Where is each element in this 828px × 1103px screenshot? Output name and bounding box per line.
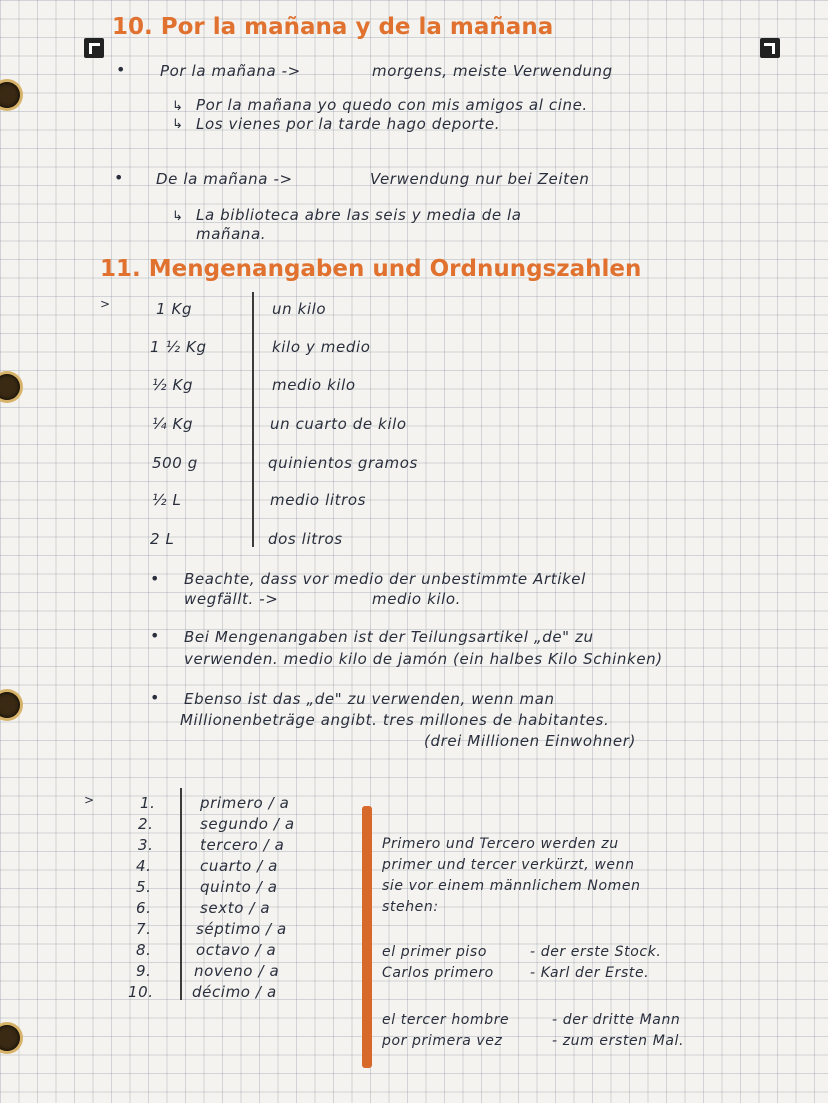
side-note-line: Primero und Tercero werden zu [382,836,619,852]
ordinal-number: 10. [128,983,154,1001]
ordinal-number: 1. [140,794,156,812]
note-2: Bei Mengenangaben ist der Teilungsartikel „de" zu [184,628,594,646]
ordinal-number: 6. [136,899,152,917]
qty-left: ¼ Kg [152,415,194,433]
arrow-icon: ↳ [172,99,183,114]
qty-left: 1 ½ Kg [150,338,207,356]
side-note-line: stehen: [382,899,439,915]
qty-left: ½ L [152,491,182,509]
punch-hole [0,1025,20,1051]
corner-mark-icon [760,38,780,58]
ordinal-word: octavo / a [196,941,277,959]
punch-hole [0,82,20,108]
side-example-es: el tercer hombre [382,1012,510,1028]
ordinal-number: 5. [136,878,152,896]
qty-right: dos litros [268,530,343,548]
bullet: • [150,569,160,588]
ordinal-number: 4. [136,857,152,875]
ordinal-divider [180,788,182,1000]
ordinal-number: 8. [136,941,152,959]
note-1: Beachte, dass vor medio der unbestimmte Artikel [184,570,586,588]
qty-left: ½ Kg [152,376,194,394]
side-example-de: - Karl der Erste. [530,965,650,981]
punch-hole [0,374,20,400]
bullet: • [150,688,160,707]
side-note-line: sie vor einem männlichem Nomen [382,878,641,894]
note-3-translation: (drei Millionen Einwohner) [424,732,636,750]
side-example-es: el primer piso [382,944,487,960]
section-10-title: 10. Por la mañana y de la mañana [112,14,554,40]
qty-right: quinientos gramos [268,454,418,472]
qty-left: 2 L [150,530,175,548]
ordinal-word: séptimo / a [196,920,287,938]
section-11-title: 11. Mengenangaben und Ordnungszahlen [100,256,642,282]
note-1-cont: wegfällt. -> [184,590,279,608]
ordinal-number: 9. [136,962,152,980]
table-divider [252,292,254,547]
example-2: Los vienes por la tarde hago deporte. [196,115,501,133]
bullet: • [150,626,160,645]
example-3-cont: mañana. [196,225,267,243]
bullet: • [116,60,126,79]
ordinal-word: noveno / a [194,962,280,980]
example-3: La biblioteca abre las seis y media de la [196,206,522,224]
qty-right: un cuarto de kilo [270,415,407,433]
qty-left: 1 Kg [156,300,193,318]
side-note-line: primer und tercer verkürzt, wenn [382,857,635,873]
ordinal-word: segundo / a [200,815,295,833]
ordinal-number: 7. [136,920,152,938]
bullet: • [114,168,124,187]
qty-right: medio kilo [272,376,356,394]
example-1: Por la mañana yo quedo con mis amigos al cine. [196,96,588,114]
note-3-cont: Millionenbeträge angibt. tres millones de habitantes. [180,711,610,729]
ordinal-word: sexto / a [200,899,271,917]
side-example-de: - der erste Stock. [530,944,662,960]
ordinal-word: quinto / a [200,878,278,896]
highlight-bar [362,806,372,1068]
side-example-de: - zum ersten Mal. [552,1033,685,1049]
line-por-la-manana-meaning: morgens, meiste Verwendung [372,62,613,80]
line-de-la-manana-meaning: Verwendung nur bei Zeiten [370,170,590,188]
note-3: Ebenso ist das „de" zu verwenden, wenn man [184,690,555,708]
qty-left: 500 g [152,454,198,472]
arrow-icon: ↳ [172,209,183,224]
punch-hole [0,692,20,718]
ordinal-number: 2. [138,815,154,833]
ordinal-number: 3. [138,836,154,854]
side-example-es: por primera vez [382,1033,503,1049]
ordinal-word: tercero / a [200,836,285,854]
corner-mark-icon [84,38,104,58]
arrow-icon: > [100,297,111,311]
ordinal-word: primero / a [200,794,290,812]
arrow-icon: ↳ [172,117,183,132]
note-2-cont: verwenden. medio kilo de jamón (ein halbes Kilo Schinken) [184,650,663,668]
ordinal-word: cuarto / a [200,857,278,875]
note-1-example: medio kilo. [372,590,462,608]
qty-right: un kilo [272,300,327,318]
side-example-es: Carlos primero [382,965,494,981]
side-example-de: - der dritte Mann [552,1012,681,1028]
qty-right: medio litros [270,491,367,509]
arrow-icon: > [84,793,95,807]
qty-right: kilo y medio [272,338,371,356]
line-de-la-manana: De la mañana -> [156,170,293,188]
ordinal-word: décimo / a [192,983,277,1001]
line-por-la-manana: Por la mañana -> [160,62,301,80]
